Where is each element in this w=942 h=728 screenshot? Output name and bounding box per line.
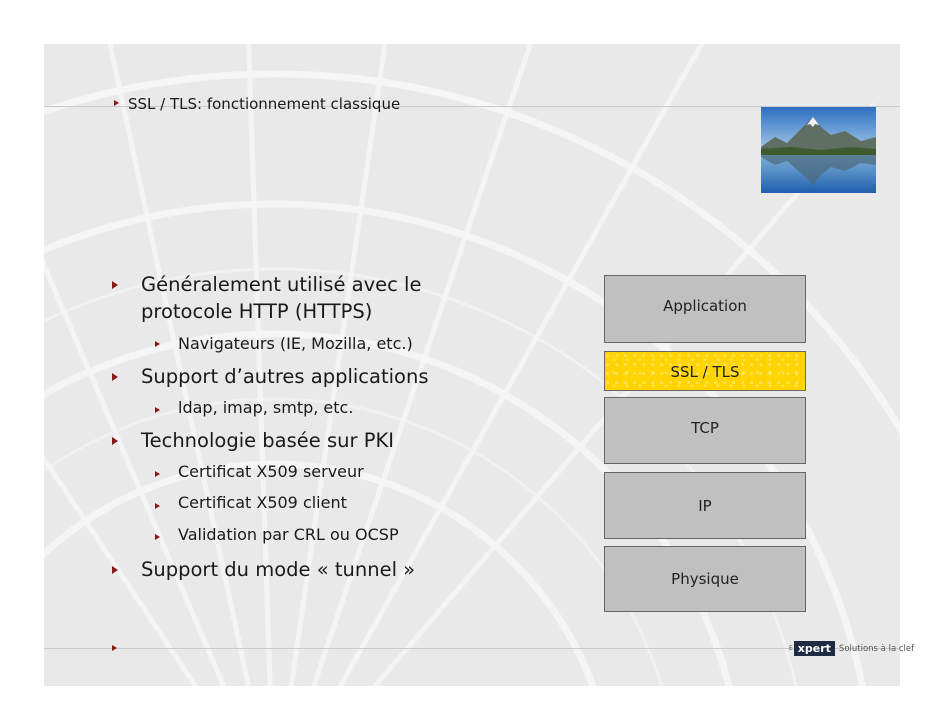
sub-bullet-icon (155, 341, 160, 347)
sub-bullet-2-1: ldap, imap, smtp, etc. (178, 398, 354, 417)
sub-bullet-3-2: Certificat X509 client (178, 493, 347, 512)
bullet-2: Support d’autres applications (141, 365, 429, 388)
stack-layer-label: SSL / TLS (670, 363, 740, 381)
sub-bullet-icon (155, 471, 160, 477)
bullet-4: Support du mode « tunnel » (141, 558, 416, 581)
stack-layer-label: TCP (691, 419, 719, 437)
company-logo (789, 638, 914, 654)
sub-bullet-1-1: Navigateurs (IE, Mozilla, etc.) (178, 334, 413, 353)
logo-tagline: Solutions à la clef (838, 643, 915, 654)
bullet-1-line-1: Généralement utilisé avec le (141, 273, 422, 296)
bullet-icon (112, 281, 118, 289)
footer-bullet-icon (112, 645, 117, 651)
bullet-icon (112, 437, 118, 445)
mountain-lake-photo (761, 107, 876, 193)
stack-layer-label: Physique (671, 570, 739, 588)
stack-layer-label: IP (698, 497, 712, 515)
footer-rule (44, 648, 900, 649)
sub-bullet-3-1: Certificat X509 serveur (178, 462, 364, 481)
bullet-3: Technologie basée sur PKI (141, 429, 395, 452)
stack-layer-application (604, 275, 806, 343)
title-bullet-icon (114, 100, 119, 106)
sub-bullet-icon (155, 534, 160, 540)
bullet-icon (112, 566, 118, 574)
stack-layer-label: Application (663, 297, 747, 315)
logo-brand: xpert (794, 641, 835, 656)
stack-layer-ip (604, 472, 806, 539)
stack-layer-physique (604, 546, 806, 612)
slide-title: SSL / TLS: fonctionnement classique (128, 95, 401, 113)
sub-bullet-icon (155, 407, 160, 413)
sub-bullet-icon (155, 503, 160, 509)
stack-layer-tcp (604, 397, 806, 464)
logo-prefix: E (789, 645, 793, 652)
stack-layer-ssl-tls (604, 351, 806, 391)
sub-bullet-3-3: Validation par CRL ou OCSP (178, 525, 399, 544)
bullet-icon (112, 373, 118, 381)
bullet-1-line-2: protocole HTTP (HTTPS) (141, 300, 373, 323)
